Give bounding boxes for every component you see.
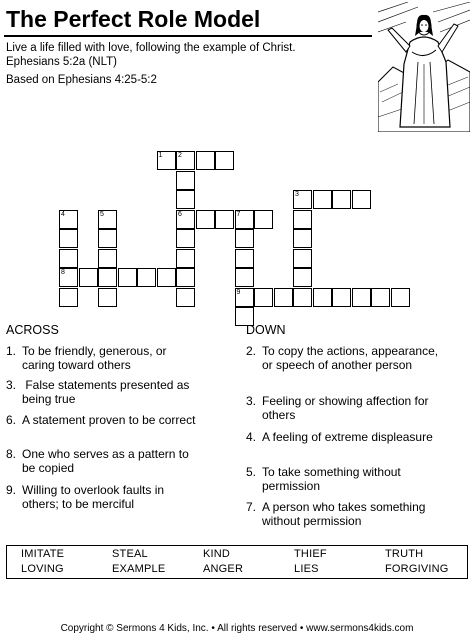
crossword-cell[interactable] <box>137 268 156 287</box>
clue-text: be copied <box>22 461 75 475</box>
clue-text: others <box>262 408 296 422</box>
clue-number: 5 <box>100 210 104 218</box>
intro-line-3: Based on Ephesians 4:25-5:2 <box>6 74 157 86</box>
crossword-cell[interactable] <box>176 288 195 307</box>
crossword-cell[interactable] <box>176 151 195 170</box>
crossword-cell[interactable] <box>332 190 351 209</box>
crossword-cell[interactable] <box>176 268 195 287</box>
clue-text: A statement proven to be correct <box>22 413 196 427</box>
crossword-cell[interactable] <box>98 268 117 287</box>
clue-number: 6. <box>6 413 17 427</box>
crossword-cell[interactable] <box>235 210 254 229</box>
clue-number: 3. <box>246 394 257 408</box>
crossword-cell[interactable] <box>352 288 371 307</box>
clue-text: without permission <box>262 514 362 528</box>
down-clue-4 <box>246 430 471 444</box>
across-clue-9 <box>6 483 231 511</box>
clue-text: being true <box>22 392 76 406</box>
crossword-cell[interactable] <box>313 190 332 209</box>
intro-line-2: Ephesians 5:2a (NLT) <box>6 56 118 68</box>
crossword-cell[interactable] <box>98 249 117 268</box>
clue-text: Willing to overlook faults in <box>22 483 165 497</box>
clue-number: 7. <box>246 500 257 514</box>
clue-number: 9 <box>236 288 241 296</box>
clue-number: 2 <box>178 152 182 159</box>
crossword-cell[interactable] <box>274 288 293 307</box>
crossword-cell[interactable] <box>157 268 176 287</box>
page-title: The Perfect Role Model <box>6 6 261 32</box>
clue-number: 8 <box>61 269 65 276</box>
clue-number: 6 <box>178 210 182 218</box>
clue-number: 8. <box>6 447 17 461</box>
down-clue-3 <box>246 394 471 422</box>
clue-number: 5. <box>246 465 257 479</box>
crossword-cell[interactable] <box>176 190 195 209</box>
crossword-cell[interactable] <box>59 210 78 229</box>
across-clue-3 <box>6 378 231 406</box>
word-bank-steal: STEAL <box>112 548 148 560</box>
clue-number: 2. <box>246 344 257 358</box>
clue-text: To be friendly, generous, or <box>22 344 167 358</box>
crossword-cell[interactable] <box>235 249 254 268</box>
crossword-cell[interactable] <box>196 210 215 229</box>
crossword-cell[interactable] <box>176 210 195 229</box>
down-clue-7 <box>246 500 471 528</box>
crossword-cell[interactable] <box>235 229 254 248</box>
clue-number: 3 <box>295 191 299 198</box>
across-heading: ACROSS <box>6 323 59 337</box>
crossword-cell[interactable] <box>98 229 117 248</box>
intro-line-1: Live a life filled with love, following the example of Christ. <box>6 42 296 54</box>
crossword-cell[interactable] <box>176 171 195 190</box>
down-clue-2 <box>246 344 471 372</box>
crossword-cell[interactable] <box>157 151 176 170</box>
down-clue-5 <box>246 465 471 493</box>
clue-text: permission <box>262 479 321 493</box>
word-bank-thief: THIEF <box>294 548 327 560</box>
crossword-cell[interactable] <box>235 288 254 307</box>
crossword-cell[interactable] <box>254 210 273 229</box>
word-bank-anger: ANGER <box>203 563 244 575</box>
crossword-cell[interactable] <box>59 268 78 287</box>
crossword-cell[interactable] <box>254 288 273 307</box>
clue-number: 1 <box>158 152 163 159</box>
across-clue-8 <box>6 447 231 475</box>
word-bank-truth: TRUTH <box>385 548 424 560</box>
crossword-cell[interactable] <box>293 190 312 209</box>
crossword-cell[interactable] <box>235 268 254 287</box>
crossword-cell[interactable] <box>371 288 390 307</box>
word-bank-kind: KIND <box>203 548 231 560</box>
crossword-cell[interactable] <box>352 190 371 209</box>
clue-text: Feeling or showing affection for <box>262 394 429 408</box>
crossword-cell[interactable] <box>391 288 410 307</box>
crossword-cell[interactable] <box>293 268 312 287</box>
clue-number: 9. <box>6 483 17 497</box>
clue-text: One who serves as a pattern to <box>22 447 189 461</box>
crossword-cell[interactable] <box>59 249 78 268</box>
crossword-cell[interactable] <box>59 288 78 307</box>
crossword-cell[interactable] <box>293 288 312 307</box>
clue-number: 1. <box>6 344 17 358</box>
clue-text: caring toward others <box>22 358 131 372</box>
crossword-cell[interactable] <box>215 210 234 229</box>
crossword-cell[interactable] <box>176 229 195 248</box>
word-bank-forgiving: FORGIVING <box>385 563 449 575</box>
crossword-cell[interactable] <box>59 229 78 248</box>
crossword-cell[interactable] <box>313 288 332 307</box>
clue-text: A person who takes something <box>262 500 426 514</box>
crossword-cell[interactable] <box>215 151 234 170</box>
word-bank-loving: LOVING <box>21 563 64 575</box>
down-heading: DOWN <box>246 323 286 337</box>
jesus-illustration <box>378 2 470 132</box>
clue-number: 4 <box>61 210 65 218</box>
clue-number: 3. <box>6 378 17 392</box>
clue-number: 7 <box>236 210 241 218</box>
word-bank-example: EXAMPLE <box>112 563 166 575</box>
crossword-cell[interactable] <box>118 268 137 287</box>
word-bank-lies: LIES <box>294 563 319 575</box>
clue-text: A feeling of extreme displeasure <box>262 430 433 444</box>
crossword-cell[interactable] <box>98 210 117 229</box>
clue-text: False statements presented as <box>22 378 190 392</box>
crossword-cell[interactable] <box>293 249 312 268</box>
clue-text: others; to be merciful <box>22 497 135 511</box>
title-divider <box>4 35 372 37</box>
clue-text: or speech of another person <box>262 358 413 372</box>
clue-number: 4. <box>246 430 257 444</box>
word-bank-imitate: IMITATE <box>21 548 65 560</box>
crossword-cell[interactable] <box>293 229 312 248</box>
crossword-cell[interactable] <box>293 210 312 229</box>
across-clue-6 <box>6 413 231 427</box>
clue-text: To copy the actions, appearance, <box>262 344 439 358</box>
crossword-cell[interactable] <box>98 288 117 307</box>
clue-text: To take something without <box>262 465 401 479</box>
across-clue-1 <box>6 344 231 372</box>
footer-copyright: Copyright © Sermons 4 Kids, Inc. • All rights reserved • www.sermons4kids.com <box>60 623 414 634</box>
crossword-cell[interactable] <box>79 268 98 287</box>
crossword-cell[interactable] <box>332 288 351 307</box>
crossword-cell[interactable] <box>176 249 195 268</box>
crossword-cell[interactable] <box>196 151 215 170</box>
